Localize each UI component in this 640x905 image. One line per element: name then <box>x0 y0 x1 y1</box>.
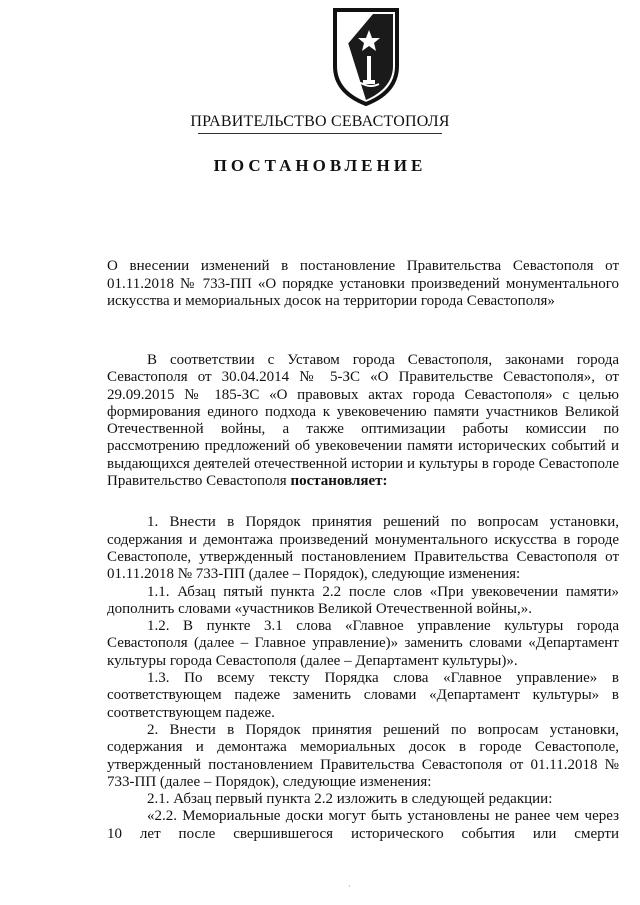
item-2: 2. Внести в Порядок принятия решений по вопросам установки, содержания и демонтажа мемориальных досок в городе Севастополе, утвержденный постановлением Правительства Севастополя от 01.11.2018 № 733-ПП (далее – Порядок), следующие изменения: <box>107 721 619 790</box>
item-2-1: 2.1. Абзац первый пункта 2.2 изложить в следующей редакции: <box>147 791 553 808</box>
item-1-1: 1.1. Абзац пятый пункта 2.2 после слов «При увековечении памяти» дополнить словами «участников Великой Отечественной войны,». <box>107 583 619 617</box>
document-type-title: ПОСТАНОВЛЕНИЕ <box>213 156 427 175</box>
item-1-3: 1.3. По всему тексту Порядка слова «Главное управление» в соответствующем падеже заменить словами «Департамент культуры» в соответствующем падеже. <box>107 670 619 721</box>
preamble-text: В соответствии с Уставом города Севастополя, законами города Севастополя от 30.04.2014 № 5-ЗС «О Правительстве Севастополя», от 29.09.2015 № 185-ЗС «О правовых актах города Севастополя» с целью формирования единого подхода к увековечению памяти участников Великой Отечественной войны, а также оптимизации работы комиссии по рассмотрению предложений об увековечении памяти исторических событий и выдающихся деятелей отечественной истории и культуры в городе Севастополе Правительство Севастополя <box>107 352 619 490</box>
item-2-2: «2.2. Мемориальные доски могут быть установлены не ранее чем через 10 лет после свершившегося исторического события или смерти <box>107 808 619 842</box>
item-1-2: 1.2. В пункте 3.1 слова «Главное управление культуры города Севастополя (далее – Главное управление)» заменить словами «Департамент культуры города Севастополя (далее – Департамент культуры)». <box>107 618 619 669</box>
organization-header <box>0 113 640 134</box>
item-1: 1. Внести в Порядок принятия решений по вопросам установки, содержания и демонтажа произведений монументального искусства в городе Севастополе, утвержденный постановлением Правительства Севастополя от 01.11.2018 № 733-ПП (далее – Порядок), следующие изменения: <box>107 514 619 583</box>
preamble-paragraph <box>107 352 619 490</box>
scan-mark: · <box>348 882 351 891</box>
decree-word: постановляет: <box>290 473 388 490</box>
header-underline <box>198 133 442 134</box>
document-subject: О внесении изменений в постановление Правительства Севастополя от 01.11.2018 № 733-ПП «О порядке установки произведений монументального искусства и мемориальных досок на территории города Севастополя» <box>107 258 619 310</box>
document-body <box>107 352 619 843</box>
coat-of-arms-icon <box>329 6 403 106</box>
organization-name: ПРАВИТЕЛЬСТВО СЕВАСТОПОЛЯ <box>190 113 450 130</box>
